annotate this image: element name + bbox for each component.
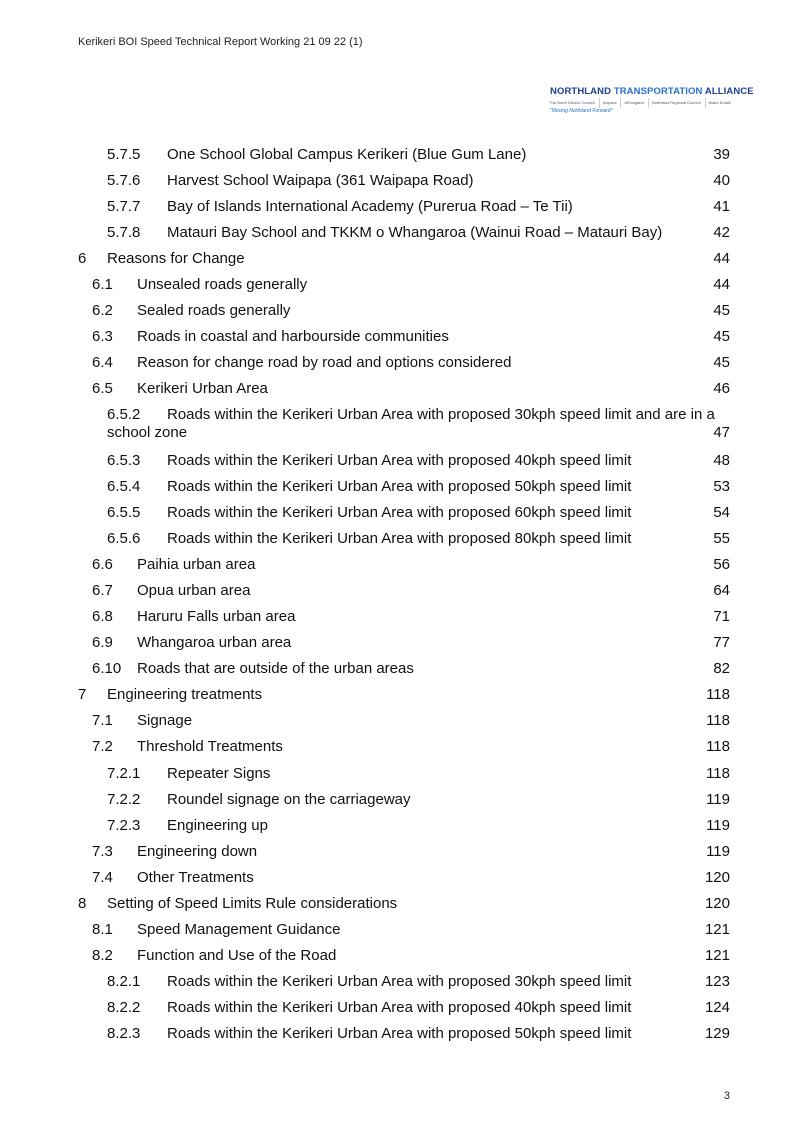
toc-entry-number: 7 [78,686,87,703]
toc-entry-title: Roads within the Kerikeri Urban Area with proposed 50kph speed limit [167,1025,632,1042]
toc-entry-number: 7.3 [92,843,113,860]
logo-title [550,86,754,97]
toc-entry-title: Repeater Signs [167,765,271,782]
logo-word-2: TRANSPORTATION [613,86,703,97]
toc-entry-number: 7.4 [92,869,113,886]
toc-entry-page: 129 [704,1025,730,1042]
toc-entry-page: 55 [713,530,730,547]
toc-entry-number: 6.5.6 [107,530,141,547]
toc-entry-page: 39 [713,146,730,163]
toc-entry-title: Matauri Bay School and TKKM o Whangaroa (Wainui Road – Matauri Bay) [167,224,663,241]
toc-entry-number: 6.6 [92,556,113,573]
toc-entry-page: 118 [706,765,730,782]
toc-entry-number: 6.10 [92,660,122,677]
toc-entry-page: 120 [704,895,730,912]
logo-word-3: ALLIANCE [704,86,754,97]
toc-entry-number: 6.5 [92,380,113,397]
toc-entry-number: 6.2 [92,302,113,319]
toc-entry-number: 5.7.7 [107,198,141,215]
toc-entry-page: 118 [706,686,730,703]
logo-partner: Far North District Council [550,100,595,105]
document-header: Kerikeri BOI Speed Technical Report Working 21 09 22 (1) [78,36,363,48]
toc-entry-number: 6.7 [92,582,113,599]
toc-entry-title: Roads in coastal and harbourside communities [137,328,449,345]
toc-entry-number: 5.7.5 [107,146,141,163]
toc-entry-title: Reasons for Change [107,250,245,267]
toc-entry-title: Speed Management Guidance [137,921,341,938]
toc-entry-page: 45 [713,302,730,319]
toc-entry-title: Threshold Treatments [137,738,283,755]
toc-entry-title: Engineering down [137,843,258,860]
toc-entry-number: 6.1 [92,276,113,293]
toc-entry-title: Bay of Islands International Academy (Purerua Road – Te Tii) [167,198,573,215]
toc-entry-title: One School Global Campus Kerikeri (Blue Gum Lane) [167,146,527,163]
toc-entry-page: 54 [713,504,730,521]
toc-entry-title: Harvest School Waipapa (361 Waipapa Road) [167,172,474,189]
toc-entry-title: Roads that are outside of the urban areas [137,660,414,677]
northland-transportation-alliance-logo [550,86,754,122]
toc-entry-page: 119 [706,843,730,860]
toc-entry-page: 118 [706,738,730,755]
toc-entry-title: Engineering up [167,817,268,834]
toc-entry-number: 8.2 [92,947,113,964]
toc-entry-number: 7.2.1 [107,765,141,782]
toc-entry-title: Roads within the Kerikeri Urban Area with proposed 30kph speed limit and are in a [167,406,715,423]
toc-entry-number: 6 [78,250,87,267]
toc-entry-title: Roads within the Kerikeri Urban Area with proposed 80kph speed limit [167,530,632,547]
toc-entry-title: Roads within the Kerikeri Urban Area with proposed 40kph speed limit [167,452,632,469]
toc-entry-number: 7.2 [92,738,113,755]
toc-entry-page: 41 [713,198,730,215]
toc-entry-page: 40 [713,172,730,189]
toc-entry-page: 120 [704,869,730,886]
toc-entry-title: Setting of Speed Limits Rule considerations [107,895,398,912]
toc-entry-title: Other Treatments [137,869,254,886]
toc-entry-page: 48 [713,452,730,469]
toc-entry-page: 44 [713,276,730,293]
toc-entry-number: 7.2.3 [107,817,141,834]
toc-entry-page: 71 [713,608,730,625]
toc-entry-title: Sealed roads generally [137,302,291,319]
toc-entry-page: 123 [704,973,730,990]
toc-entry-number: 6.5.4 [107,478,141,495]
toc-entry-number: 6.3 [92,328,113,345]
toc-entry-page: 121 [704,921,730,938]
toc-entry-title-continuation: school zone [107,424,188,441]
toc-entry-number: 8.2.2 [107,999,141,1016]
toc-entry-page: 64 [713,582,730,599]
toc-entry-title: Function and Use of the Road [137,947,337,964]
toc-entry-page: 42 [713,224,730,241]
logo-word-1: NORTHLAND [550,86,612,97]
page-number: 3 [723,1090,730,1102]
toc-entry-title: Haruru Falls urban area [137,608,296,625]
logo-tagline: "Moving Northland Forward" [550,108,613,114]
toc-entry-number: 8.1 [92,921,113,938]
toc-entry-title: Roads within the Kerikeri Urban Area with proposed 30kph speed limit [167,973,632,990]
toc-entry-title: Reason for change road by road and options considered [137,354,512,371]
logo-partners [550,98,732,108]
toc-entry-page: 119 [706,817,730,834]
toc-entry-page: 46 [713,380,730,397]
toc-entry-number: 6.8 [92,608,113,625]
toc-entry-page: 82 [713,660,730,677]
toc-entry-title: Roundel signage on the carriageway [167,791,411,808]
toc-entry-number: 6.4 [92,354,113,371]
toc-entry-page: 77 [713,634,730,651]
toc-entry-title: Engineering treatments [107,686,263,703]
toc-entry-title: Whangaroa urban area [137,634,292,651]
toc-entry-number: 7.1 [92,712,113,729]
logo-partner: Waka Kotahi [705,98,732,108]
toc-entry-number: 8.2.1 [107,973,141,990]
toc-entry-number: 5.7.6 [107,172,141,189]
toc-entry-number: 8.2.3 [107,1025,141,1042]
toc-entry-number: 5.7.8 [107,224,141,241]
toc-entry-title: Opua urban area [137,582,251,599]
toc-entry-number: 7.2.2 [107,791,141,808]
toc-entry-number: 6.5.3 [107,452,141,469]
toc-entry-page: 118 [706,712,730,729]
logo-partner: Kaipara [599,98,617,108]
toc-entry-number: 6.9 [92,634,113,651]
toc-entry-title: Kerikeri Urban Area [137,380,268,397]
toc-entry-page: 53 [713,478,730,495]
toc-entry-page: 45 [713,354,730,371]
toc-entry-page: 119 [706,791,730,808]
toc-entry-number: 8 [78,895,87,912]
toc-entry-title: Roads within the Kerikeri Urban Area with proposed 60kph speed limit [167,504,632,521]
toc-entry-page: 47 [713,424,730,441]
toc-entry-page: 56 [713,556,730,573]
toc-entry-number: 6.5.2 [107,406,141,423]
toc-entry-title: Paihia urban area [137,556,256,573]
toc-entry-page: 121 [704,947,730,964]
toc-entry-page: 44 [713,250,730,267]
logo-partner: Northland Regional Council [648,98,701,108]
toc-entry-title: Roads within the Kerikeri Urban Area with proposed 50kph speed limit [167,478,632,495]
toc-entry-page: 45 [713,328,730,345]
toc-entry-title: Unsealed roads generally [137,276,308,293]
toc-entry-number: 6.5.5 [107,504,141,521]
logo-partner: Whangarei [620,98,643,108]
toc-entry-page: 124 [704,999,730,1016]
toc-entry-title: Roads within the Kerikeri Urban Area with proposed 40kph speed limit [167,999,632,1016]
toc-entry-title: Signage [137,712,193,729]
